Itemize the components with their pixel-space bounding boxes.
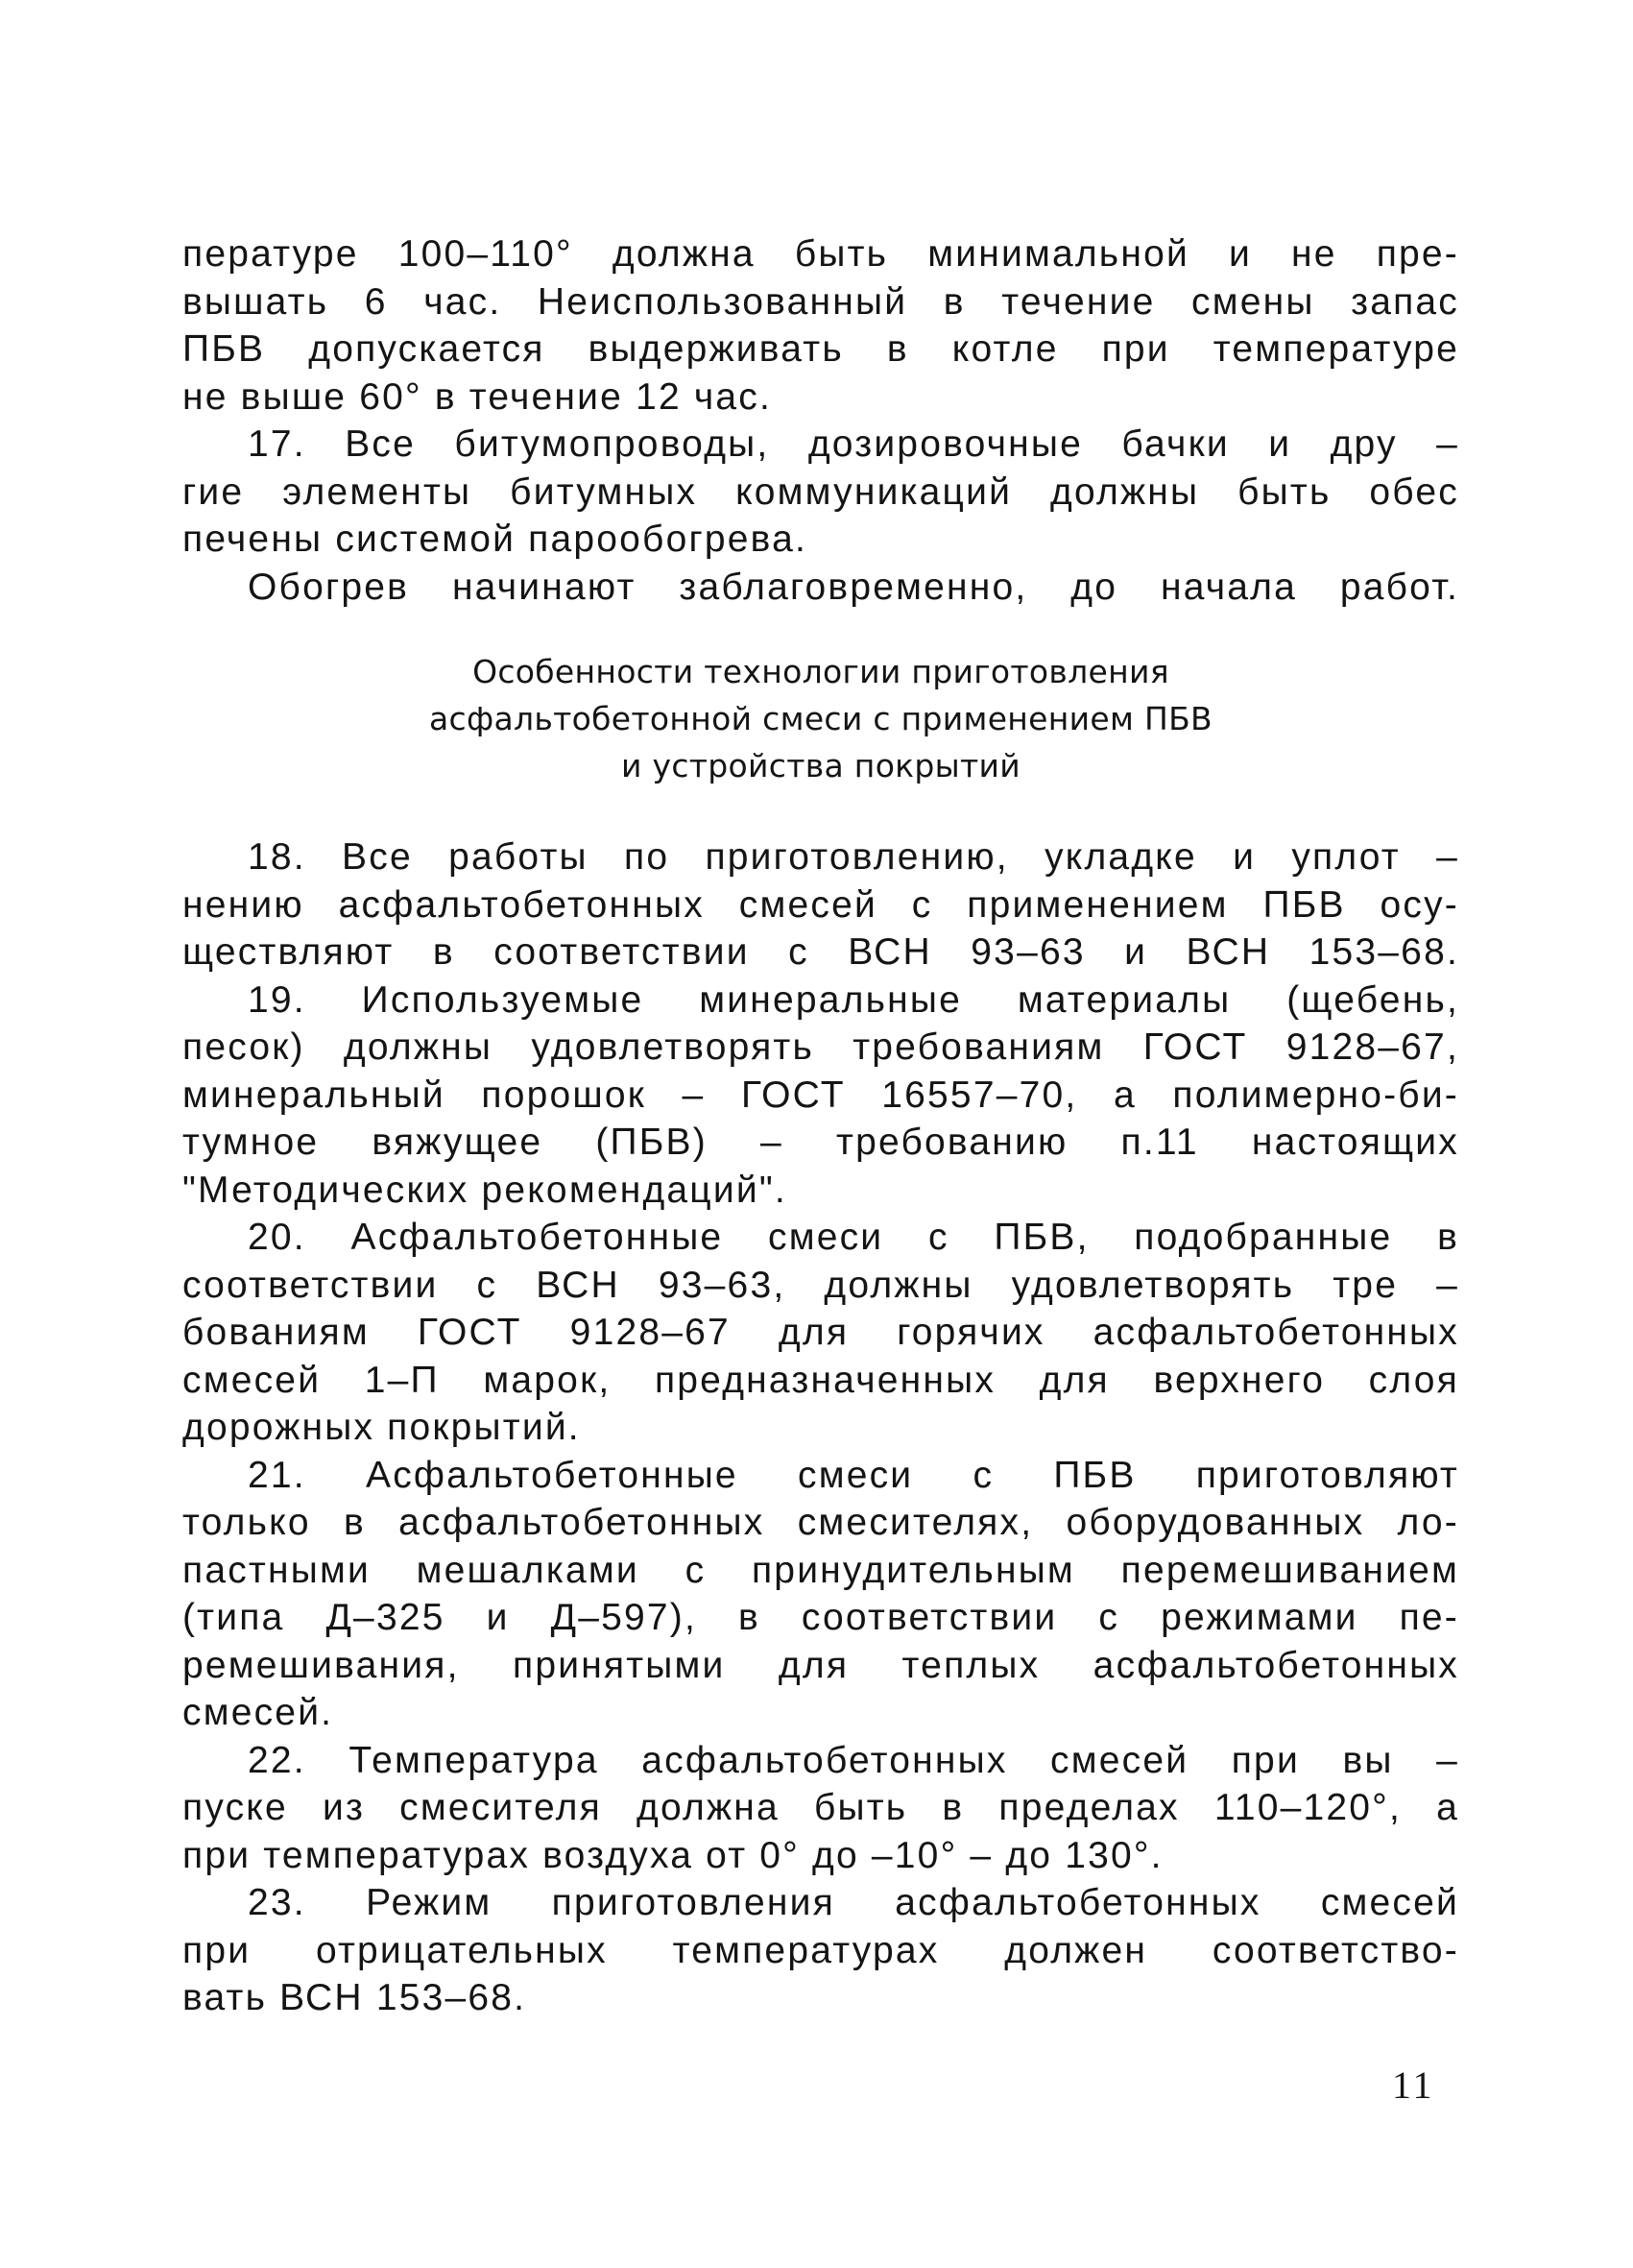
text-line: пуске из смесителя должна быть в пределах 110–120°, а — [182, 1787, 1459, 1828]
heading-line-2: асфальтобетонной смеси с применением ПБВ — [428, 700, 1213, 737]
text-line: смесей. — [182, 1692, 334, 1733]
text-line: тумное вяжущее (ПБВ) – требованию п.11 настоящих — [182, 1122, 1459, 1163]
section-heading — [182, 648, 1459, 789]
text-line: смесей 1–П марок, предназначенных для верхнего слоя — [182, 1359, 1459, 1401]
text-line: 23. Режим приготовления асфальтобетонных смесей — [248, 1882, 1459, 1923]
text-line: 21. Асфальтобетонные смеси с ПБВ приготовляют — [248, 1454, 1459, 1496]
text-line: при отрицательных температурах должен соответство- — [182, 1929, 1459, 1971]
text-line: "Методических рекомендаций". — [182, 1169, 787, 1211]
text-line: пературе 100–110° должна быть минимальной и не пре- — [182, 233, 1459, 275]
text-line: 19. Используемые минеральные материалы (щебень, — [248, 978, 1459, 1021]
text-line: 22. Температура асфальтобетонных смесей при вы – — [248, 1739, 1459, 1781]
text-line: печены системой парообогрева. — [182, 519, 808, 560]
text-line: ществляют в соответствии с ВСН 93–63 и ВСН 153–68. — [182, 931, 1459, 973]
text-line: не выше 60° в течение 12 час. — [182, 375, 773, 418]
text-line: только в асфальтобетонных смесителях, оборудованных ло- — [182, 1502, 1459, 1543]
text-line: 17. Все битумопроводы, дозировочные бачки и дру – — [248, 423, 1459, 465]
text-line: минеральный порошок – ГОСТ 16557–70, а полимерно-би- — [182, 1074, 1459, 1116]
text-line: Обогрев начинают заблаговременно, до начала работ. — [248, 566, 1459, 608]
body-text-top — [182, 230, 1459, 611]
text-line: 20. Асфальтобетонные смеси с ПБВ, подобранные в — [248, 1217, 1459, 1258]
text-line: песок) должны удовлетворять требованиям ГОСТ 9128–67, — [182, 1026, 1459, 1068]
text-line: при температурах воздуха от 0° до –10° – до 130°. — [182, 1834, 1164, 1876]
text-line: гие элементы битумных коммуникаций должны быть обес — [182, 470, 1459, 513]
text-line: ремешивания, принятыми для теплых асфальтобетонных — [182, 1644, 1459, 1686]
text-line: дорожных покрытий. — [182, 1407, 581, 1448]
heading-line-3: и устройства покрытий — [620, 747, 1021, 784]
text-line: нению асфальтобетонных смесей с применением ПБВ осу- — [182, 883, 1459, 926]
text-line: ПБВ допускается выдерживать в котле при температуре — [182, 328, 1459, 370]
heading-line-1: Особенности технологии приготовления — [472, 653, 1169, 690]
text-line: вышать 6 час. Неиспользованный в течение смены запас — [182, 280, 1459, 323]
body-text-bottom — [182, 833, 1459, 2022]
text-line: соответствии с ВСН 93–63, должны удовлетворять тре – — [182, 1264, 1459, 1306]
text-line: пастными мешалками с принудительным перемешиванием — [182, 1549, 1459, 1591]
page-number: 11 — [1392, 2063, 1435, 2107]
text-line: 18. Все работы по приготовлению, укладке и уплот – — [248, 836, 1459, 878]
text-line: бованиям ГОСТ 9128–67 для горячих асфальтобетонных — [182, 1312, 1459, 1353]
text-line: (типа Д–325 и Д–597), в соответствии с режимами пе- — [182, 1597, 1459, 1638]
text-line: вать ВСН 153–68. — [182, 1977, 527, 2018]
